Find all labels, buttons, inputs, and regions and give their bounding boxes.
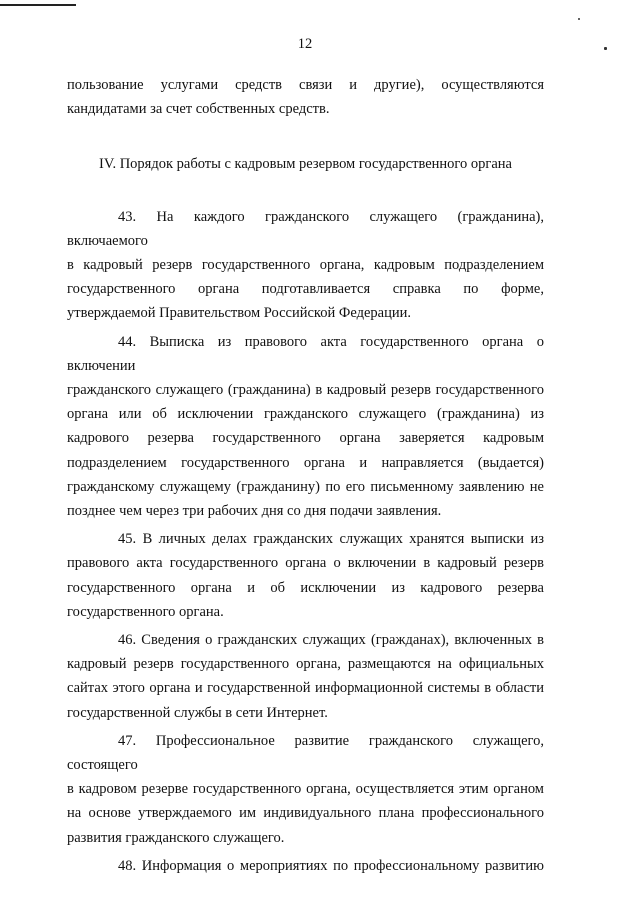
paragraph-47-line: развития гражданского служащего.: [67, 829, 285, 846]
paragraph-48-line: 48. Информация о мероприятиях по профессиональному развитию: [118, 857, 544, 874]
paragraph-45-line: 45. В личных делах гражданских служащих хранятся выписки из: [118, 531, 544, 548]
paragraph-44-line: подразделением государственного органа и направляется (выдается): [67, 454, 544, 471]
paragraph-43-line: 43. На каждого гражданского служащего (гражданина), включаемого: [67, 208, 544, 249]
paragraph-44-line: органа или об исключении гражданского служащего (гражданина) из: [67, 406, 544, 423]
paragraph-45-line: правового акта государственного органа о включении в кадровый резерв: [67, 555, 544, 572]
paragraph-46-line: кадровый резерв государственного органа, размещаются на официальных: [67, 656, 544, 673]
paragraph-45-line: государственного органа и об исключении из кадрового резерва: [67, 579, 544, 596]
paragraph-47-line: на основе утверждаемого им индивидуального плана профессионального: [67, 805, 544, 822]
paragraph-45-line: государственного органа.: [67, 603, 224, 620]
scan-speck: [578, 18, 580, 20]
paragraph-44-line: 44. Выписка из правового акта государственного органа о включении: [67, 333, 544, 374]
paragraph-47-line: 47. Профессиональное развитие гражданского служащего, состоящего: [67, 732, 544, 774]
paragraph-43-line: государственного органа подготавливается справка по форме,: [67, 281, 544, 298]
paragraph-47-line: в кадровом резерве государственного органа, осуществляется этим органом: [67, 781, 544, 798]
paragraph-44-line: гражданскому служащему (гражданину) по его письменному заявлению не: [67, 478, 544, 495]
paragraph-43-line: в кадровый резерв государственного органа, кадровым подразделением: [67, 257, 544, 274]
paragraph-43-line: утверждаемой Правительством Российской Федерации.: [67, 305, 411, 322]
document-body: [67, 73, 544, 878]
paragraph-44-line: позднее чем через три рабочих дня со дня подачи заявления.: [67, 503, 442, 520]
intro-line: кандидатами за счет собственных средств.: [67, 101, 330, 118]
paragraph-44-line: кадрового резерва государственного органа заверяется кадровым: [67, 430, 544, 447]
intro-line: пользование услугами средств связи и другие), осуществляются: [67, 77, 544, 93]
paragraph-46-line: сайтах этого органа и государственной информационной системы в области: [67, 680, 544, 697]
page-number: 12: [297, 36, 313, 52]
top-edge-rule: [0, 4, 76, 6]
paragraph-44-line: гражданского служащего (гражданина) в кадровый резерв государственного: [67, 382, 544, 399]
paragraph-46-line: 46. Сведения о гражданских служащих (гражданах), включенных в: [118, 632, 544, 649]
section-heading: IV. Порядок работы с кадровым резервом государственного органа: [99, 156, 512, 173]
paragraph-46-line: государственной службы в сети Интернет.: [67, 704, 328, 721]
